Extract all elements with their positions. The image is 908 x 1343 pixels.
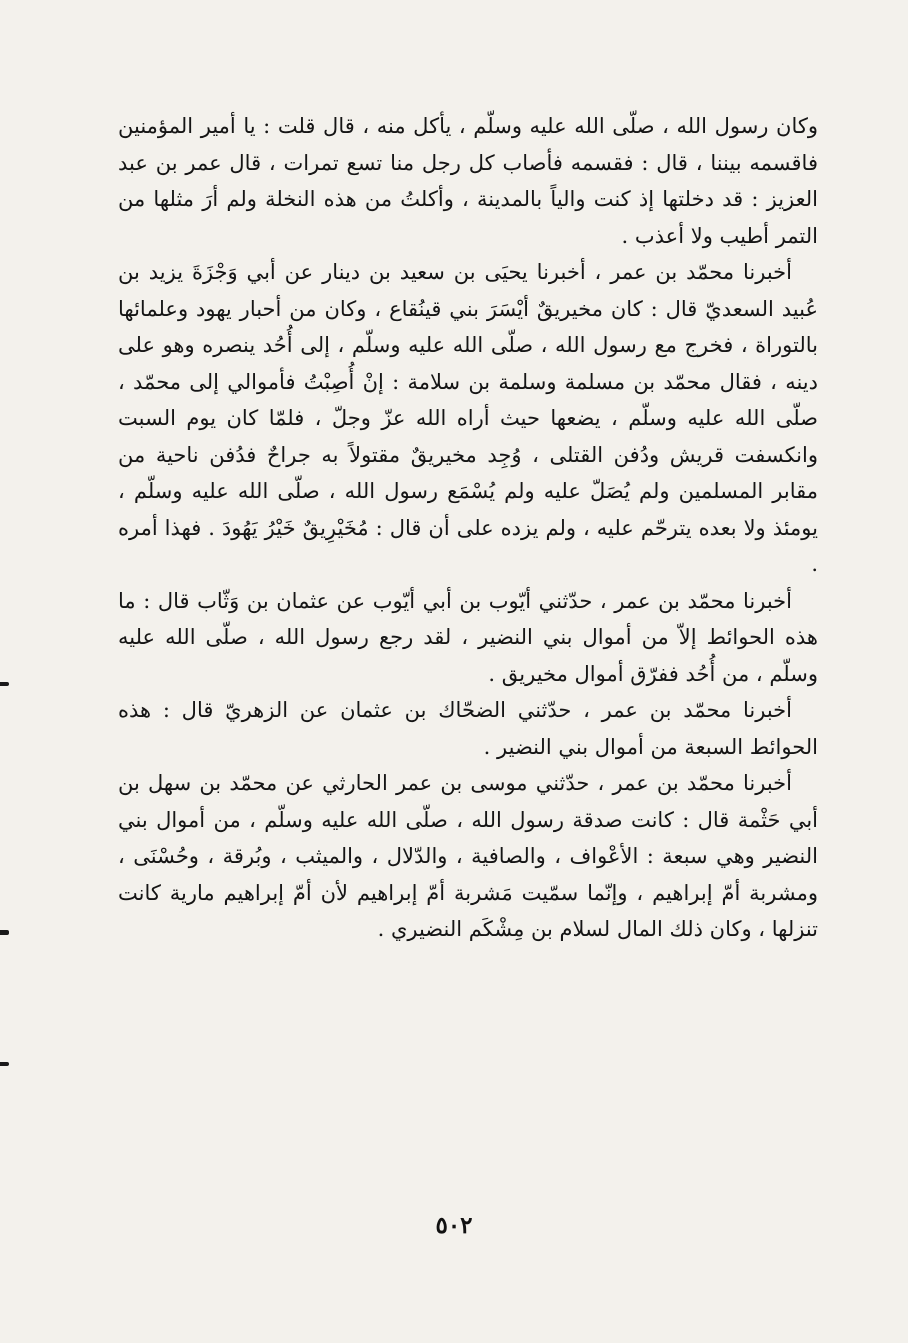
document-body [118, 108, 818, 948]
page-number: ٥٠٢ [435, 1212, 473, 1239]
paragraph-1: وكان رسول الله ، صلّى الله عليه وسلّم ، يأكل منه ، قال قلت : يا أمير المؤمنين فاقسمه بيننا ، قال : فقسمه فأصاب كل رجل منا تسع تمرات ، قال عمر بن عبد العزيز : قد دخلتها إذ كنت والياً بالمدينة ، وأكلتُ من هذه النخلة ولم أرَ مثلها من التمر أطيب ولا أعذب . [118, 114, 818, 248]
paragraph-5: أخبرنا محمّد بن عمر ، حدّثني موسى بن عمر الحارثي عن محمّد بن سهل بن أبي حَثْمة قال : كانت صدقة رسول الله ، صلّى الله عليه وسلّم ، من أموال بني النضير وهي سبعة : الأعْواف ، والصافية ، والدّلال ، والميثب ، وبُرقة ، وحُسْنَى ، ومشربة أمّ إبراهيم ، وإنّما سمّيت مَشربة أمّ إبراهيم لأن أمّ إبراهيم مارية كانت تنزلها ، وكان ذلك المال لسلام بن مِشْكَم النضيري . [118, 771, 818, 941]
scan-edge-mark [0, 930, 9, 935]
paragraph-4: أخبرنا محمّد بن عمر ، حدّثني الضحّاك بن عثمان عن الزهريّ قال : هذه الحوائط السبعة من أموال بني النضير . [118, 698, 818, 759]
paragraph-2: أخبرنا محمّد بن عمر ، أخبرنا يحيَى بن سعيد بن دينار عن أبي وَجْزَةَ يزيد بن عُبيد السعديّ قال : كان مخيريقٌ أيْسَرَ بني قينُقاع ، وكان من أحبار يهود وعلمائها بالتوراة ، فخرج مع رسول الله ، صلّى الله عليه وسلّم ، إلى أُحُد ينصره وهو على دينه ، فقال محمّد بن مسلمة وسلمة بن سلامة : إنْ أُصِبْتُ فأموالي إلى محمّد ، صلّى الله عليه وسلّم ، يضعها حيث أراه الله عزّ وجلّ ، فلمّا كان يوم السبت وانكسفت قريش ودُفن القتلى ، وُجِد مخيريقٌ مقتولاً به جراحٌ فدُفن ناحية من مقابر المسلمين ولم يُصَلّ عليه ولم يُسْمَع رسول الله ، صلّى الله عليه وسلّم ، يومئذ ولا بعده يترحّم عليه ، ولم يزده على أن قال : مُخَيْرِيقٌ خَيْرُ يَهُودَ . فهذا أمره . [118, 260, 818, 576]
scan-edge-mark [0, 682, 9, 686]
paragraph-3: أخبرنا محمّد بن عمر ، حدّثني أيّوب بن أبي أيّوب عن عثمان بن وَثّاب قال : ما هذه الحوائط إلاّ من أموال بني النضير ، لقد رجع رسول الله ، صلّى الله عليه وسلّم ، من أُحُد ففرّق أموال مخيريق . [118, 588, 818, 686]
scan-edge-mark [0, 1062, 9, 1066]
